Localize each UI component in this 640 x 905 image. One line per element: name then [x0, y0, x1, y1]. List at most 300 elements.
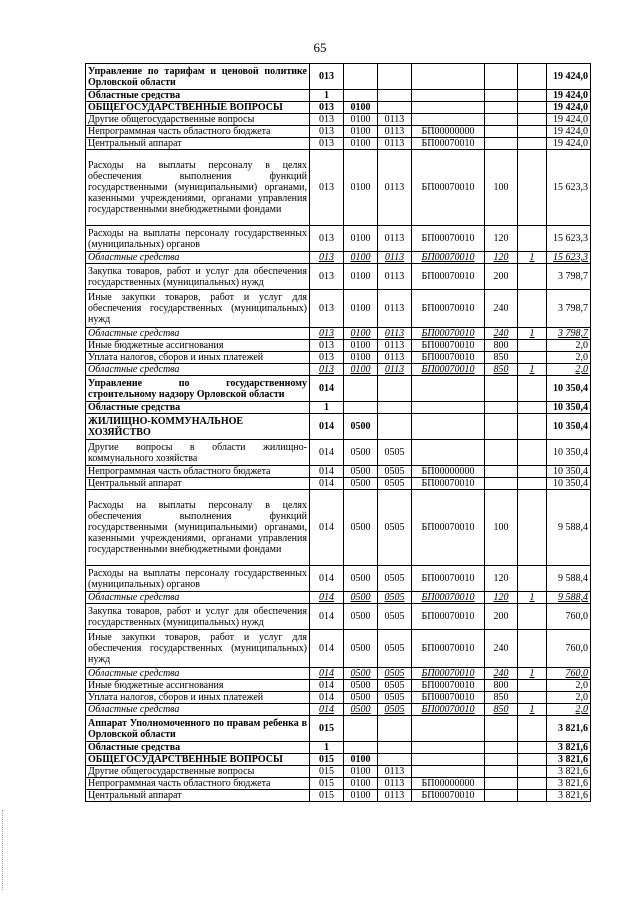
amount: 2,0 — [547, 692, 591, 704]
code-gr: 013 — [310, 340, 344, 352]
code-source — [518, 414, 547, 440]
code-source: 1 — [518, 704, 547, 716]
amount: 19 424,0 — [547, 90, 591, 102]
code-csr — [412, 376, 485, 402]
code-source — [518, 716, 547, 742]
code-gr: 014 — [310, 376, 344, 402]
code-source — [518, 754, 547, 766]
budget-table — [85, 63, 591, 802]
code-source — [518, 290, 547, 328]
code-csr: БП00070010 — [412, 592, 485, 604]
table-row — [86, 466, 591, 478]
table-row — [86, 478, 591, 490]
code-pr: 0505 — [378, 466, 412, 478]
code-rz: 0100 — [344, 264, 378, 290]
code-pr: 0113 — [378, 790, 412, 802]
code-csr: БП00000000 — [412, 778, 485, 790]
code-gr: 013 — [310, 352, 344, 364]
code-rz — [344, 742, 378, 754]
code-rz: 0500 — [344, 692, 378, 704]
row-name: Расходы на выплаты персоналу государственных (муниципальных) органов — [86, 226, 310, 252]
table-row — [86, 328, 591, 340]
row-name: Центральный аппарат — [86, 790, 310, 802]
code-pr: 0505 — [378, 630, 412, 668]
row-name: Иные закупки товаров, работ и услуг для обеспечения государственных (муниципальных) нужд — [86, 290, 310, 328]
code-rz: 0100 — [344, 778, 378, 790]
code-csr: БП00070010 — [412, 340, 485, 352]
code-source — [518, 376, 547, 402]
table-row — [86, 680, 591, 692]
code-source — [518, 114, 547, 126]
table-row — [86, 490, 591, 566]
code-rz: 0100 — [344, 364, 378, 376]
code-vr: 240 — [485, 328, 518, 340]
code-csr: БП00070010 — [412, 704, 485, 716]
code-vr: 800 — [485, 340, 518, 352]
amount: 3 821,6 — [547, 742, 591, 754]
code-source — [518, 766, 547, 778]
amount: 10 350,4 — [547, 402, 591, 414]
code-csr — [412, 742, 485, 754]
code-source — [518, 440, 547, 466]
row-name: Областные средства — [86, 668, 310, 680]
table-row — [86, 566, 591, 592]
code-pr: 0113 — [378, 264, 412, 290]
code-source: 1 — [518, 364, 547, 376]
code-vr: 120 — [485, 592, 518, 604]
table-row — [86, 340, 591, 352]
code-pr: 0113 — [378, 364, 412, 376]
code-pr — [378, 102, 412, 114]
row-name: Расходы на выплаты персоналу в целях обеспечения выполнения функций государственными (муниципальными) органами, казенными учреждениями, органами управления государственными внебюджетными фондами — [86, 150, 310, 226]
row-name: Областные средства — [86, 402, 310, 414]
code-gr: 013 — [310, 114, 344, 126]
code-source — [518, 226, 547, 252]
code-csr: БП00070010 — [412, 604, 485, 630]
code-rz: 0500 — [344, 466, 378, 478]
row-name: Другие общегосударственные вопросы — [86, 766, 310, 778]
code-gr: 014 — [310, 592, 344, 604]
code-source — [518, 90, 547, 102]
code-vr: 100 — [485, 150, 518, 226]
amount: 19 424,0 — [547, 102, 591, 114]
code-gr: 1 — [310, 402, 344, 414]
code-gr: 015 — [310, 766, 344, 778]
code-vr: 850 — [485, 364, 518, 376]
row-name: Непрограммная часть областного бюджета — [86, 778, 310, 790]
table-row — [86, 352, 591, 364]
code-rz: 0100 — [344, 138, 378, 150]
code-source: 1 — [518, 592, 547, 604]
code-vr: 800 — [485, 680, 518, 692]
table-row — [86, 376, 591, 402]
amount: 9 588,4 — [547, 566, 591, 592]
code-gr: 013 — [310, 102, 344, 114]
amount: 9 588,4 — [547, 490, 591, 566]
code-pr — [378, 716, 412, 742]
row-name: Центральный аппарат — [86, 478, 310, 490]
table-row — [86, 364, 591, 376]
table-row — [86, 630, 591, 668]
code-gr: 013 — [310, 138, 344, 150]
code-source: 1 — [518, 252, 547, 264]
code-source: 1 — [518, 668, 547, 680]
code-csr: БП00070010 — [412, 692, 485, 704]
code-pr: 0113 — [378, 226, 412, 252]
amount: 15 623,3 — [547, 150, 591, 226]
row-name: Областные средства — [86, 592, 310, 604]
code-vr — [485, 114, 518, 126]
code-source — [518, 126, 547, 138]
row-name: Областные средства — [86, 742, 310, 754]
table-row — [86, 252, 591, 264]
code-pr: 0505 — [378, 592, 412, 604]
code-gr: 014 — [310, 466, 344, 478]
code-rz: 0100 — [344, 102, 378, 114]
amount: 10 350,4 — [547, 414, 591, 440]
code-rz — [344, 64, 378, 90]
page-number: 65 — [313, 40, 327, 55]
row-name: ОБЩЕГОСУДАРСТВЕННЫЕ ВОПРОСЫ — [86, 102, 310, 114]
amount: 2,0 — [547, 340, 591, 352]
row-name: Уплата налогов, сборов и иных платежей — [86, 352, 310, 364]
row-name: Другие вопросы в области жилищно-коммунального хозяйства — [86, 440, 310, 466]
code-pr — [378, 64, 412, 90]
code-gr: 014 — [310, 490, 344, 566]
code-pr: 0505 — [378, 490, 412, 566]
code-gr: 013 — [310, 126, 344, 138]
table-row — [86, 264, 591, 290]
amount: 19 424,0 — [547, 138, 591, 150]
code-gr: 014 — [310, 478, 344, 490]
code-vr — [485, 754, 518, 766]
row-name: Закупка товаров, работ и услуг для обеспечения государственных (муниципальных) нужд — [86, 264, 310, 290]
code-rz: 0500 — [344, 490, 378, 566]
amount: 9 588,4 — [547, 592, 591, 604]
code-rz: 0100 — [344, 150, 378, 226]
amount: 3 798,7 — [547, 264, 591, 290]
amount: 2,0 — [547, 364, 591, 376]
code-csr — [412, 90, 485, 102]
code-gr: 013 — [310, 64, 344, 90]
code-source — [518, 264, 547, 290]
code-vr — [485, 102, 518, 114]
row-name: Центральный аппарат — [86, 138, 310, 150]
table-row — [86, 716, 591, 742]
code-gr: 014 — [310, 414, 344, 440]
code-csr: БП00070010 — [412, 252, 485, 264]
code-gr: 015 — [310, 778, 344, 790]
code-source — [518, 102, 547, 114]
code-rz: 0500 — [344, 566, 378, 592]
code-pr: 0113 — [378, 328, 412, 340]
amount: 3 798,7 — [547, 328, 591, 340]
code-rz — [344, 716, 378, 742]
code-vr — [485, 414, 518, 440]
code-rz: 0100 — [344, 114, 378, 126]
row-name: Уплата налогов, сборов и иных платежей — [86, 692, 310, 704]
code-vr — [485, 402, 518, 414]
amount: 760,0 — [547, 630, 591, 668]
code-csr — [412, 114, 485, 126]
amount: 760,0 — [547, 604, 591, 630]
code-rz: 0100 — [344, 790, 378, 802]
code-csr: БП00000000 — [412, 466, 485, 478]
code-rz — [344, 90, 378, 102]
code-gr: 013 — [310, 328, 344, 340]
table-row — [86, 778, 591, 790]
code-csr: БП00070010 — [412, 352, 485, 364]
code-vr: 850 — [485, 704, 518, 716]
table-row — [86, 414, 591, 440]
code-vr: 240 — [485, 668, 518, 680]
code-gr: 014 — [310, 668, 344, 680]
row-name: Управление по тарифам и ценовой политике Орловской области — [86, 64, 310, 90]
code-rz: 0500 — [344, 680, 378, 692]
row-name: Непрограммная часть областного бюджета — [86, 466, 310, 478]
code-pr: 0505 — [378, 604, 412, 630]
code-vr: 850 — [485, 352, 518, 364]
amount: 2,0 — [547, 680, 591, 692]
code-csr — [412, 754, 485, 766]
code-pr — [378, 742, 412, 754]
amount: 760,0 — [547, 668, 591, 680]
code-rz: 0100 — [344, 226, 378, 252]
row-name: ЖИЛИЩНО-КОММУНАЛЬНОЕ ХОЗЯЙСТВО — [86, 414, 310, 440]
amount: 3 821,6 — [547, 754, 591, 766]
code-source — [518, 692, 547, 704]
row-name: Областные средства — [86, 704, 310, 716]
code-csr — [412, 716, 485, 742]
code-vr — [485, 376, 518, 402]
row-name: Другие общегосударственные вопросы — [86, 114, 310, 126]
code-csr: БП00070010 — [412, 680, 485, 692]
row-name: Непрограммная часть областного бюджета — [86, 126, 310, 138]
code-pr — [378, 90, 412, 102]
code-pr: 0113 — [378, 252, 412, 264]
amount: 3 821,6 — [547, 766, 591, 778]
table-row — [86, 150, 591, 226]
row-name: Иные закупки товаров, работ и услуг для обеспечения государственных (муниципальных) нужд — [86, 630, 310, 668]
table-row — [86, 138, 591, 150]
table-row — [86, 114, 591, 126]
code-rz: 0500 — [344, 440, 378, 466]
code-pr: 0113 — [378, 778, 412, 790]
code-gr: 014 — [310, 692, 344, 704]
code-vr — [485, 716, 518, 742]
code-rz: 0100 — [344, 252, 378, 264]
code-csr: БП00070010 — [412, 364, 485, 376]
code-csr: БП00070010 — [412, 668, 485, 680]
code-vr: 200 — [485, 604, 518, 630]
amount: 10 350,4 — [547, 478, 591, 490]
code-vr: 200 — [485, 264, 518, 290]
code-source — [518, 742, 547, 754]
code-vr: 120 — [485, 252, 518, 264]
code-gr: 1 — [310, 90, 344, 102]
code-gr: 013 — [310, 364, 344, 376]
code-gr: 014 — [310, 440, 344, 466]
code-pr — [378, 402, 412, 414]
row-name: Иные бюджетные ассигнования — [86, 680, 310, 692]
code-vr: 240 — [485, 630, 518, 668]
amount: 3 821,6 — [547, 790, 591, 802]
row-name: Областные средства — [86, 328, 310, 340]
code-source — [518, 402, 547, 414]
code-gr: 015 — [310, 716, 344, 742]
code-vr — [485, 440, 518, 466]
code-gr: 014 — [310, 630, 344, 668]
code-gr: 013 — [310, 264, 344, 290]
code-source — [518, 630, 547, 668]
code-rz — [344, 376, 378, 402]
code-csr — [412, 102, 485, 114]
code-vr: 120 — [485, 566, 518, 592]
code-source — [518, 566, 547, 592]
code-csr: БП00070010 — [412, 790, 485, 802]
code-pr: 0113 — [378, 352, 412, 364]
row-name: Расходы на выплаты персоналу государственных (муниципальных) органов — [86, 566, 310, 592]
code-gr: 015 — [310, 790, 344, 802]
row-name: Управление по государственному строительному надзору Орловской области — [86, 376, 310, 402]
table-row — [86, 692, 591, 704]
row-name: Иные бюджетные ассигнования — [86, 340, 310, 352]
code-vr — [485, 466, 518, 478]
code-csr — [412, 402, 485, 414]
code-rz: 0500 — [344, 478, 378, 490]
code-pr — [378, 376, 412, 402]
table-row — [86, 742, 591, 754]
row-name: Аппарат Уполномоченного по правам ребенка в Орловской области — [86, 716, 310, 742]
code-source — [518, 790, 547, 802]
code-csr: БП00070010 — [412, 490, 485, 566]
amount: 19 424,0 — [547, 64, 591, 90]
code-gr: 014 — [310, 604, 344, 630]
code-rz: 0500 — [344, 604, 378, 630]
code-source — [518, 64, 547, 90]
row-name: Областные средства — [86, 364, 310, 376]
code-source — [518, 490, 547, 566]
code-source — [518, 352, 547, 364]
code-pr: 0505 — [378, 478, 412, 490]
code-pr: 0505 — [378, 566, 412, 592]
code-source — [518, 138, 547, 150]
amount: 19 424,0 — [547, 114, 591, 126]
row-name: Областные средства — [86, 90, 310, 102]
code-vr — [485, 478, 518, 490]
code-pr: 0113 — [378, 290, 412, 328]
table-row — [86, 604, 591, 630]
row-name: Областные средства — [86, 252, 310, 264]
code-vr: 100 — [485, 490, 518, 566]
code-rz: 0100 — [344, 754, 378, 766]
table-row — [86, 290, 591, 328]
code-rz: 0100 — [344, 340, 378, 352]
table-row — [86, 64, 591, 90]
code-gr: 013 — [310, 226, 344, 252]
code-vr — [485, 126, 518, 138]
table-row — [86, 754, 591, 766]
code-gr: 014 — [310, 680, 344, 692]
code-pr: 0505 — [378, 692, 412, 704]
code-vr — [485, 64, 518, 90]
table-row — [86, 704, 591, 716]
code-vr — [485, 138, 518, 150]
code-rz: 0100 — [344, 328, 378, 340]
table-row — [86, 592, 591, 604]
code-source — [518, 778, 547, 790]
table-row — [86, 126, 591, 138]
code-rz: 0500 — [344, 704, 378, 716]
code-source — [518, 478, 547, 490]
code-gr: 013 — [310, 150, 344, 226]
code-rz: 0500 — [344, 592, 378, 604]
code-gr: 1 — [310, 742, 344, 754]
code-source — [518, 680, 547, 692]
code-pr: 0505 — [378, 704, 412, 716]
code-csr: БП00070010 — [412, 226, 485, 252]
table-row — [86, 226, 591, 252]
amount: 2,0 — [547, 704, 591, 716]
code-csr: БП00070010 — [412, 290, 485, 328]
amount: 15 623,3 — [547, 252, 591, 264]
row-name: ОБЩЕГОСУДАРСТВЕННЫЕ ВОПРОСЫ — [86, 754, 310, 766]
amount: 3 798,7 — [547, 290, 591, 328]
amount: 10 350,4 — [547, 466, 591, 478]
code-gr: 014 — [310, 704, 344, 716]
table-row — [86, 402, 591, 414]
code-gr: 014 — [310, 566, 344, 592]
code-pr: 0113 — [378, 150, 412, 226]
code-pr: 0113 — [378, 766, 412, 778]
code-vr — [485, 790, 518, 802]
code-csr: БП00070010 — [412, 566, 485, 592]
table-row — [86, 790, 591, 802]
amount: 19 424,0 — [547, 126, 591, 138]
table-row — [86, 90, 591, 102]
code-rz — [344, 402, 378, 414]
table-row — [86, 440, 591, 466]
amount: 2,0 — [547, 352, 591, 364]
code-source — [518, 340, 547, 352]
code-rz: 0500 — [344, 668, 378, 680]
code-source — [518, 466, 547, 478]
code-source: 1 — [518, 328, 547, 340]
code-vr — [485, 766, 518, 778]
amount: 10 350,4 — [547, 376, 591, 402]
row-name: Закупка товаров, работ и услуг для обеспечения государственных (муниципальных) нужд — [86, 604, 310, 630]
code-vr — [485, 742, 518, 754]
code-pr: 0113 — [378, 138, 412, 150]
code-csr: БП00070010 — [412, 264, 485, 290]
code-rz: 0500 — [344, 630, 378, 668]
code-gr: 015 — [310, 754, 344, 766]
amount: 3 821,6 — [547, 716, 591, 742]
code-gr: 013 — [310, 252, 344, 264]
table-row — [86, 102, 591, 114]
code-vr — [485, 778, 518, 790]
code-rz: 0100 — [344, 766, 378, 778]
code-pr: 0505 — [378, 668, 412, 680]
code-csr: БП00070010 — [412, 328, 485, 340]
code-vr: 850 — [485, 692, 518, 704]
code-vr: 120 — [485, 226, 518, 252]
code-rz: 0100 — [344, 126, 378, 138]
code-pr — [378, 754, 412, 766]
code-pr: 0113 — [378, 340, 412, 352]
code-csr — [412, 440, 485, 466]
amount: 15 623,3 — [547, 226, 591, 252]
